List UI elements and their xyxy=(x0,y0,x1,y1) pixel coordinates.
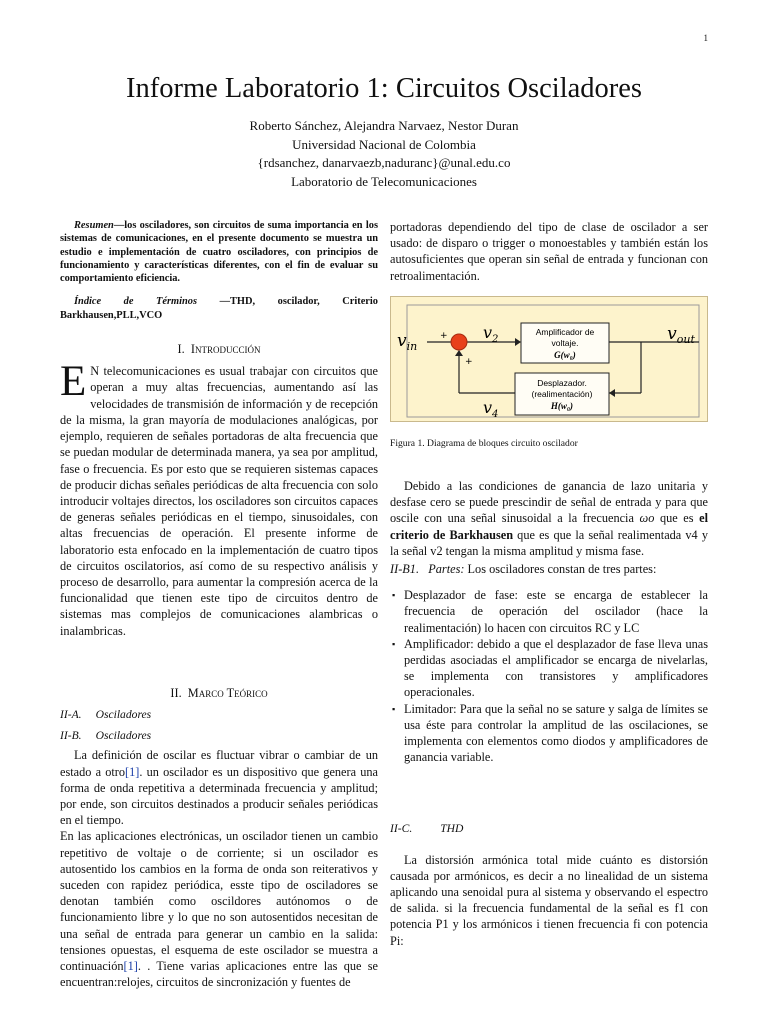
omega-symbol: ωo xyxy=(639,511,655,526)
body-text: En las aplicaciones electrónicas, un oscilador tienen un cambio repetitivo de voltaje o de corriente; si un oscilador es autosentido los cambios en la forma de onda son reiterativos y suceden con rapidez periódica, esste tipo de osciladores se denotan también como oscildores autónomos o de funcionamiento libre y lo que no son autosentidos necesitan de una señal de entrada para generar un cambio en la salida: tensiones opuestas, el esquema de este oscilador se muestra a continuación xyxy=(60,829,378,973)
subsection-number: II-C. xyxy=(390,822,413,836)
label-vin: $v_{in}$ xyxy=(397,330,418,353)
intro-text: N telecomunicaciones es usual trabajar con circuitos que operan a muy altas frecuencias, aumentando así las velocidades de transmisión de información y de recepción de la misma, la gran mayoría de modulaciones analógicas, por ejemplo, requieren de señales portadoras de alta frecuencia que se puedan modular de determinada manera, ya sea por amplitud, fase o frecuencia. Es por esto que se requieren sistemas capaces de producir dichas señales periódicas de alta frecuencia con solo introducir voltajes directos, los osciladores son circuitos capaces de generas señales periódicas en el tiempo, sinusoidales, con altas frecuencias de operación. El presente informe de laboratorio esta enfocado en la implementación de cuatro tipos de circuitos oscilatorios, así como de su respectivo análisis y proceso de desarrollo, para aumentar la compresión acerca de la funcionalidad que tienen este tipo de circuitos dentro de sistemas mas complejos de comunicaciones alambricas o inalambricas. xyxy=(60,364,378,638)
block-diagram-figure xyxy=(390,296,708,422)
feedback-label-1: Desplazador. xyxy=(537,377,587,388)
body-text: . un oscilador es un dispositivo que genera una forma de onda repetitiva a determinada frecuencia y amplitud; por ende, son circuitos destinados a producir señales periódicas en el tiempo. xyxy=(60,764,378,828)
index-terms xyxy=(60,295,378,322)
subsection-number: II-B. xyxy=(60,729,82,743)
subsection-title: Osciladores xyxy=(95,707,152,721)
paper-title: Informe Laboratorio 1: Circuitos Osciladores xyxy=(125,73,643,104)
body-paragraph xyxy=(60,747,378,828)
summing-junction xyxy=(451,334,467,350)
section-heading-marco xyxy=(60,685,378,701)
list-item: ▪ Amplificador: debido a que el desplazador de fase lleva unas perdidas asociadas el amplificador se encarga de nivelarlas, se implementa con transistores y amplificadores operacionales. xyxy=(390,636,708,701)
section-title: Introducción xyxy=(190,342,261,357)
abstract xyxy=(60,219,378,285)
plus-sign-1: + xyxy=(440,330,448,341)
drop-cap: E xyxy=(60,358,87,406)
body-text: que es xyxy=(654,511,700,526)
barkhausen-term: el criterio de Barkhausen xyxy=(390,511,708,542)
index-terms-text: —THD, oscilador, Criterio Barkhausen,PLL,VCO xyxy=(60,296,378,321)
subsection-heading-thd xyxy=(390,821,708,837)
abstract-text: —los osciladores, son circuitos de suma importancia en los sistemas de comunicaciones, en el presente documento se muestra un estudio e implementación de cuatro osciladores, con principios de funcionamiento y características diferentes, con el fin de evaluar su comportamiento eficiencia. xyxy=(60,220,378,285)
page-number: 1 xyxy=(703,33,708,43)
figure-caption: Figura 1. Diagrama de bloques circuito oscilador xyxy=(390,437,578,449)
arrow-head xyxy=(455,350,463,356)
label-vout: $v_{out}$ xyxy=(667,323,695,346)
feedback-label-2: (realimentación) xyxy=(531,388,593,399)
subsubsection-title: Partes: xyxy=(428,562,465,577)
left-column xyxy=(60,219,378,990)
oscillator-block-diagram xyxy=(391,297,707,421)
parts-list xyxy=(390,587,708,765)
label-v2: $v_2$ xyxy=(483,322,499,345)
abstract-label: Resumen xyxy=(74,220,114,231)
body-text: . . Tiene varias aplicaciones entre las que se encuentran:relojes, circuitos de sincronización y fuentes de xyxy=(60,958,378,990)
body-paragraph xyxy=(60,828,378,990)
thd-paragraph: La distorsión armónica total mide cuánto es distorsión causada por armónicos, es decir a no linealidad de un sistema aplicando una senoidal pura al sistema y observando el espectro de salida. si la frecuencia fundamental de la señal es f1 con potencia P1 y los armónicos i tienen frecuencia fi con potencia Pi: xyxy=(390,852,708,948)
subsection-title: Osciladores xyxy=(95,729,152,743)
parts-paragraph xyxy=(390,561,708,577)
author-names: Roberto Sánchez, Alejandra Narvaez, Nestor Duran xyxy=(249,118,519,133)
list-item: ▪ Desplazador de fase: este se encarga de establecer la frecuencia de operación del oscilador (hace la realimentación) lo hacen con circuitos RC y LC xyxy=(390,587,708,636)
body-text: que es que la señal realimentada v4 y la señal v2 tengan la misma amplitud y misma fase. xyxy=(390,527,708,558)
amplifier-label-3: G(w₀) xyxy=(554,349,576,360)
feedback-label-3: H(w₀) xyxy=(550,400,574,411)
arrow-head xyxy=(515,338,521,346)
label-v4: $v_4$ xyxy=(483,397,499,420)
author-lab: Laboratorio de Telecomunicaciones xyxy=(291,173,477,189)
amplifier-label-1: Amplificador de xyxy=(535,326,595,337)
arrow-head xyxy=(609,389,615,397)
subsection-heading-b xyxy=(60,728,378,744)
barkhausen-paragraph xyxy=(390,478,708,559)
subsection-title: THD xyxy=(440,822,464,836)
subsection-heading-a xyxy=(60,707,378,723)
author-emails: {rdsanchez, danarvaezb,naduranc}@unal.edu.co xyxy=(257,155,511,170)
citation-link[interactable]: [1] xyxy=(123,958,138,973)
author-institution: Universidad Nacional de Colombia xyxy=(292,136,476,152)
body-paragraph: portadoras dependiendo del tipo de clase de oscilador a ser usado: de disparo o trigger o monoestables y también están los autosuficientes que operan sin señal de entrada y funcionan con retroalimentación. xyxy=(390,220,708,283)
section-heading-introduction xyxy=(60,341,378,357)
author-block xyxy=(0,117,768,191)
section-number: I. xyxy=(177,342,185,357)
subsubsection-number: II-B1. xyxy=(390,562,420,577)
right-column xyxy=(390,219,708,949)
intro-paragraph xyxy=(60,358,378,638)
plus-sign-2: + xyxy=(465,356,473,367)
section-title: Marco Teórico xyxy=(187,685,268,700)
citation-link[interactable]: [1] xyxy=(125,764,140,779)
section-number: II. xyxy=(170,685,182,700)
body-text: La definición de oscilar es fluctuar vibrar o cambiar de un estado a otro xyxy=(60,748,378,779)
list-item: ▪ Limitador: Para que la señal no se sature y salga de límites se usa éste para controlar la amplitud de las oscilaciones, se implementa con elementos como diodos y amplificadores de ganancia variable. xyxy=(390,701,708,766)
subsection-number: II-A. xyxy=(60,707,82,721)
index-terms-label: Índice de Términos xyxy=(74,296,198,308)
body-text: Debido a las condiciones de ganancia de lazo unitaria y desfase cero se puede prescindir de señal de entrada y para que oscile con una señal sinusoidal a la frecuencia xyxy=(390,479,708,526)
body-text: Los osciladores constan de tres partes: xyxy=(464,562,657,577)
amplifier-label-2: voltaje. xyxy=(551,337,579,348)
